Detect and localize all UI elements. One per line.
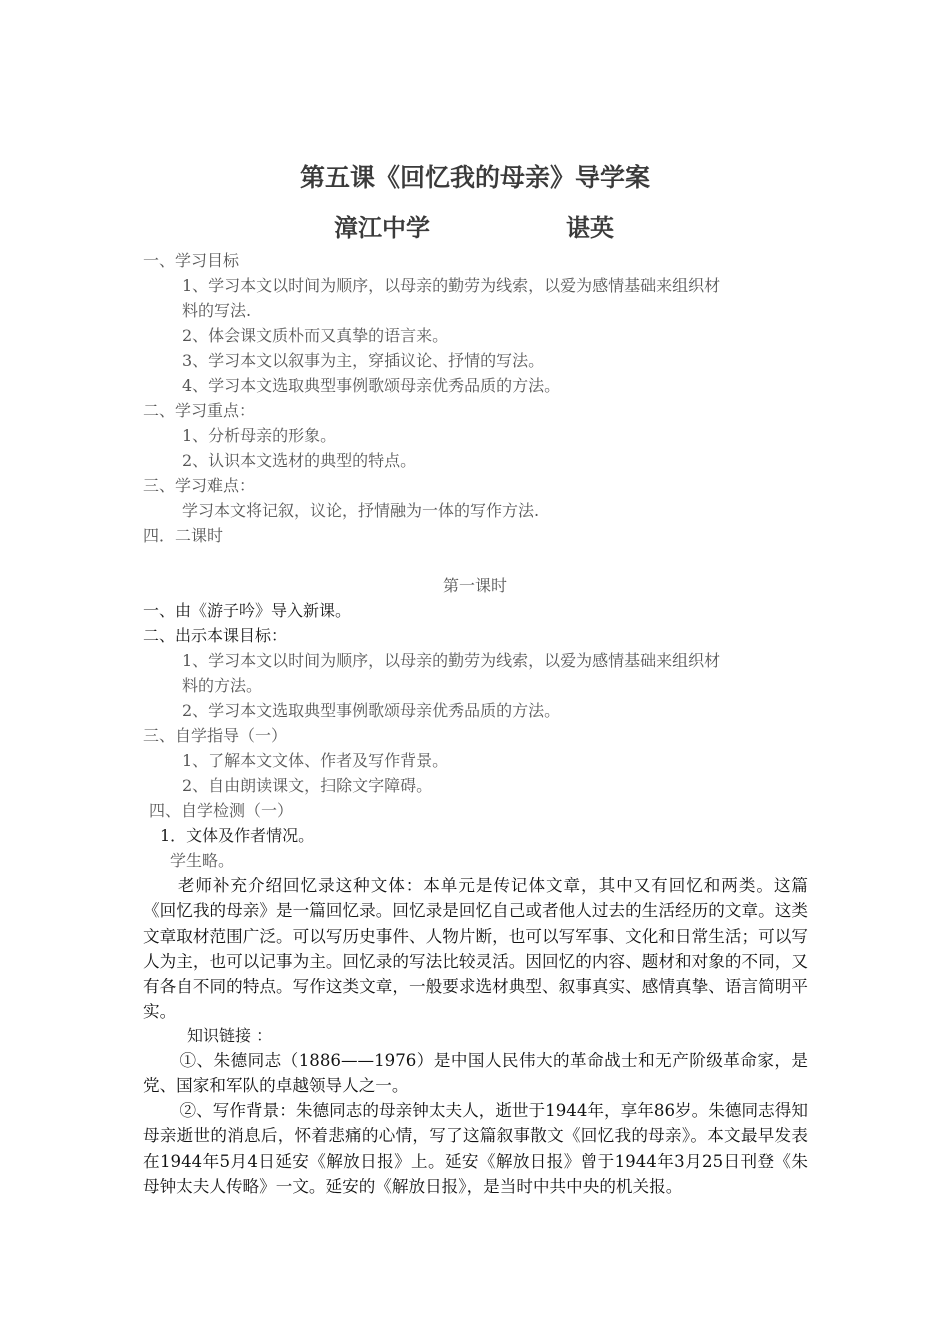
lesson1-p3-item1: 1、了解本文文体、作者及写作背景。 xyxy=(182,751,449,770)
lesson1-p2-item1-line1: 1、学习本文以时间为顺序，以母亲的勤劳为线索，以爱为感情基础来组织材 xyxy=(182,651,721,670)
document-title: 第五课《回忆我的母亲》导学案 xyxy=(299,163,650,192)
lesson1-p2: 二、出示本课目标： xyxy=(143,626,288,645)
lesson1-p4-note: 学生略。 xyxy=(170,851,235,870)
section2-item1: 1、分析母亲的形象。 xyxy=(182,426,337,445)
section2-heading: 二、学习重点： xyxy=(143,401,256,420)
section1-item1-line1: 1、学习本文以时间为顺序，以母亲的勤劳为线索，以爱为感情基础来组织材 xyxy=(182,276,721,295)
section3-item1: 学习本文将记叙，议论，抒情融为一体的写作方法. xyxy=(182,501,540,520)
teacher-paragraph: 老师补充介绍回忆录这种文体：本单元是传记体文章，其中又有回忆和两类。这篇《回忆我的母亲》是一篇回忆录。回忆录是回忆自己或者他人过去的生活经历的文章。这类文章取材范围广泛。可以写历史事件、人物片断，也可以写军事、文化和日常生活；可以写人为主，也可以记事为主。回忆录的写法比较灵活。因回忆的内容、题材和对象的不同，又有各自不同的特点。写作这类文章，一般要求选材典型、叙事真实、感情真挚、语言简明平实。 xyxy=(143,876,808,1022)
knowledge-item2: ②、写作背景：朱德同志的母亲钟太夫人，逝世于1944年，享年86岁。朱德同志得知母亲逝世的消息后，怀着悲痛的心情，写了这篇叙事散文《回忆我的母亲》。本文最早发表在1944年5月4日延安《解放日报》上。延安《解放日报》曾于1944年3月25日刊登《朱母钟太夫人传略》一文。延安的《解放日报》，是当时中共中央的机关报。 xyxy=(143,1101,808,1196)
section1-item1-line2: 料的写法. xyxy=(182,301,252,320)
lesson1-heading: 第一课时 xyxy=(442,576,507,595)
knowledge-heading: 知识链接 ： xyxy=(187,1026,273,1045)
lesson1-p2-item2: 2、学习本文选取典型事例歌颂母亲优秀品质的方法。 xyxy=(182,701,561,720)
section2-item2: 2、认识本文选材的典型的特点。 xyxy=(182,451,417,470)
lesson1-p3: 三、自学指导（一） xyxy=(143,726,288,745)
lesson1-p4: 四、自学检测（一） xyxy=(149,801,294,820)
section1-item4: 4、学习本文选取典型事例歌颂母亲优秀品质的方法。 xyxy=(182,376,561,395)
author-name: 谌英 xyxy=(566,214,614,242)
lesson1-p1: 一、由《游子吟》导入新课。 xyxy=(143,601,352,620)
section4-heading: 四．二课时 xyxy=(143,526,224,545)
knowledge-item1: ①、朱德同志（1886——1976）是中国人民伟大的革命战士和无产阶级革命家，是党、国家和军队的卓越领导人之一。 xyxy=(143,1051,808,1096)
section1-item2: 2、体会课文质朴而又真挚的语言来。 xyxy=(182,326,449,345)
section1-heading: 一、学习目标 xyxy=(143,251,240,270)
lesson1-p3-item2: 2、自由朗读课文，扫除文字障碍。 xyxy=(182,776,433,795)
lesson1-p4-item1: 1．文体及作者情况。 xyxy=(160,826,315,845)
lesson1-p2-item1-line2: 料的方法。 xyxy=(182,676,263,695)
school-name: 漳江中学 xyxy=(334,214,430,242)
section1-item3: 3、学习本文以叙事为主，穿插议论、抒情的写法。 xyxy=(182,351,545,370)
section3-heading: 三、学习难点： xyxy=(143,476,256,495)
